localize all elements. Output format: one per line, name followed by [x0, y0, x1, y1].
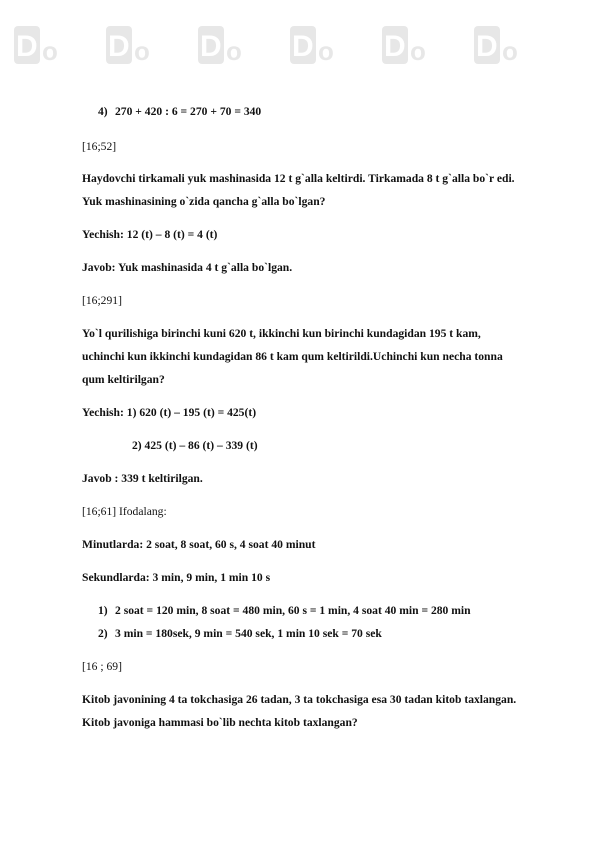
problem-text: qum keltirilgan?: [82, 373, 165, 386]
solution-label: Yechish:: [82, 406, 124, 419]
list-number: 4): [98, 105, 108, 118]
docx-logo-icon: [288, 20, 348, 70]
expression-text: 270 + 420 : 6 = 270 + 70 = 340: [115, 105, 262, 118]
svg-text:o: o: [134, 36, 150, 66]
answer-text: Javob: Yuk mashinasida 4 t g`alla bo`lgan.: [82, 261, 293, 274]
docx-logo-icon: [12, 20, 72, 70]
list-item: [98, 105, 261, 119]
svg-text:D: D: [200, 30, 222, 63]
svg-text:o: o: [42, 36, 58, 66]
svg-text:D: D: [292, 30, 314, 63]
svg-text:o: o: [226, 36, 242, 66]
docx-logo-icon: [104, 20, 164, 70]
docx-logo-icon: [380, 20, 440, 70]
svg-text:o: o: [410, 36, 426, 66]
solution-text: 1) 620 (t) – 195 (t) = 425(t): [126, 406, 257, 419]
conversion-text: 3 min = 180sek, 9 min = 540 sek, 1 min 10 sek = 70 sek: [115, 627, 382, 640]
solution-line: [82, 228, 217, 242]
svg-text:o: o: [318, 36, 334, 66]
list-item: [98, 627, 382, 641]
problem-text: uchinchi kun ikkinchi kundagidan 86 t kam qum keltirildi.Uchinchi kun necha tonna: [82, 350, 503, 363]
problem-text: Yo`l qurilishiga birinchi kuni 620 t, ikkinchi kun birinchi kundagidan 195 t kam,: [82, 327, 481, 340]
svg-text:D: D: [108, 30, 130, 63]
svg-text:o: o: [502, 36, 518, 66]
problem-text: Haydovchi tirkamali yuk mashinasida 12 t g`alla keltirdi. Tirkamada 8 t g`alla bo`r edi.: [82, 172, 515, 185]
source-reference: [16;291]: [82, 294, 122, 307]
svg-text:D: D: [16, 30, 38, 63]
problem-text: Kitob javonining 4 ta tokchasiga 26 tadan, 3 ta tokchasiga esa 30 tadan kitob taxlangan.: [82, 693, 517, 706]
docx-logo-icon: [196, 20, 256, 70]
answer-text: Javob : 339 t keltirilgan.: [82, 472, 203, 485]
svg-text:D: D: [384, 30, 406, 63]
solution-line: [82, 406, 256, 420]
solution-label: Yechish:: [82, 228, 124, 241]
list-number: 2): [98, 627, 108, 640]
problem-text: Minutlarda: 2 soat, 8 soat, 60 s, 4 soat 40 minut: [82, 538, 316, 551]
source-reference: [16 ; 69]: [82, 660, 122, 673]
problem-text: Yuk mashinasining o`zida qancha g`alla bo`lgan?: [82, 195, 326, 208]
list-item: [98, 604, 471, 618]
solution-text: 12 (t) – 8 (t) = 4 (t): [126, 228, 218, 241]
solution-text: 2) 425 (t) – 86 (t) – 339 (t): [132, 439, 258, 452]
svg-text:D: D: [476, 30, 498, 63]
source-reference: [16;61] Ifodalang:: [82, 505, 167, 518]
problem-text: Sekundlarda: 3 min, 9 min, 1 min 10 s: [82, 571, 271, 584]
problem-text: Kitob javoniga hammasi bo`lib nechta kitob taxlangan?: [82, 716, 358, 729]
list-number: 1): [98, 604, 108, 617]
docx-logo-icon: [472, 20, 532, 70]
source-reference: [16;52]: [82, 140, 117, 153]
conversion-text: 2 soat = 120 min, 8 soat = 480 min, 60 s = 1 min, 4 soat 40 min = 280 min: [115, 604, 471, 617]
